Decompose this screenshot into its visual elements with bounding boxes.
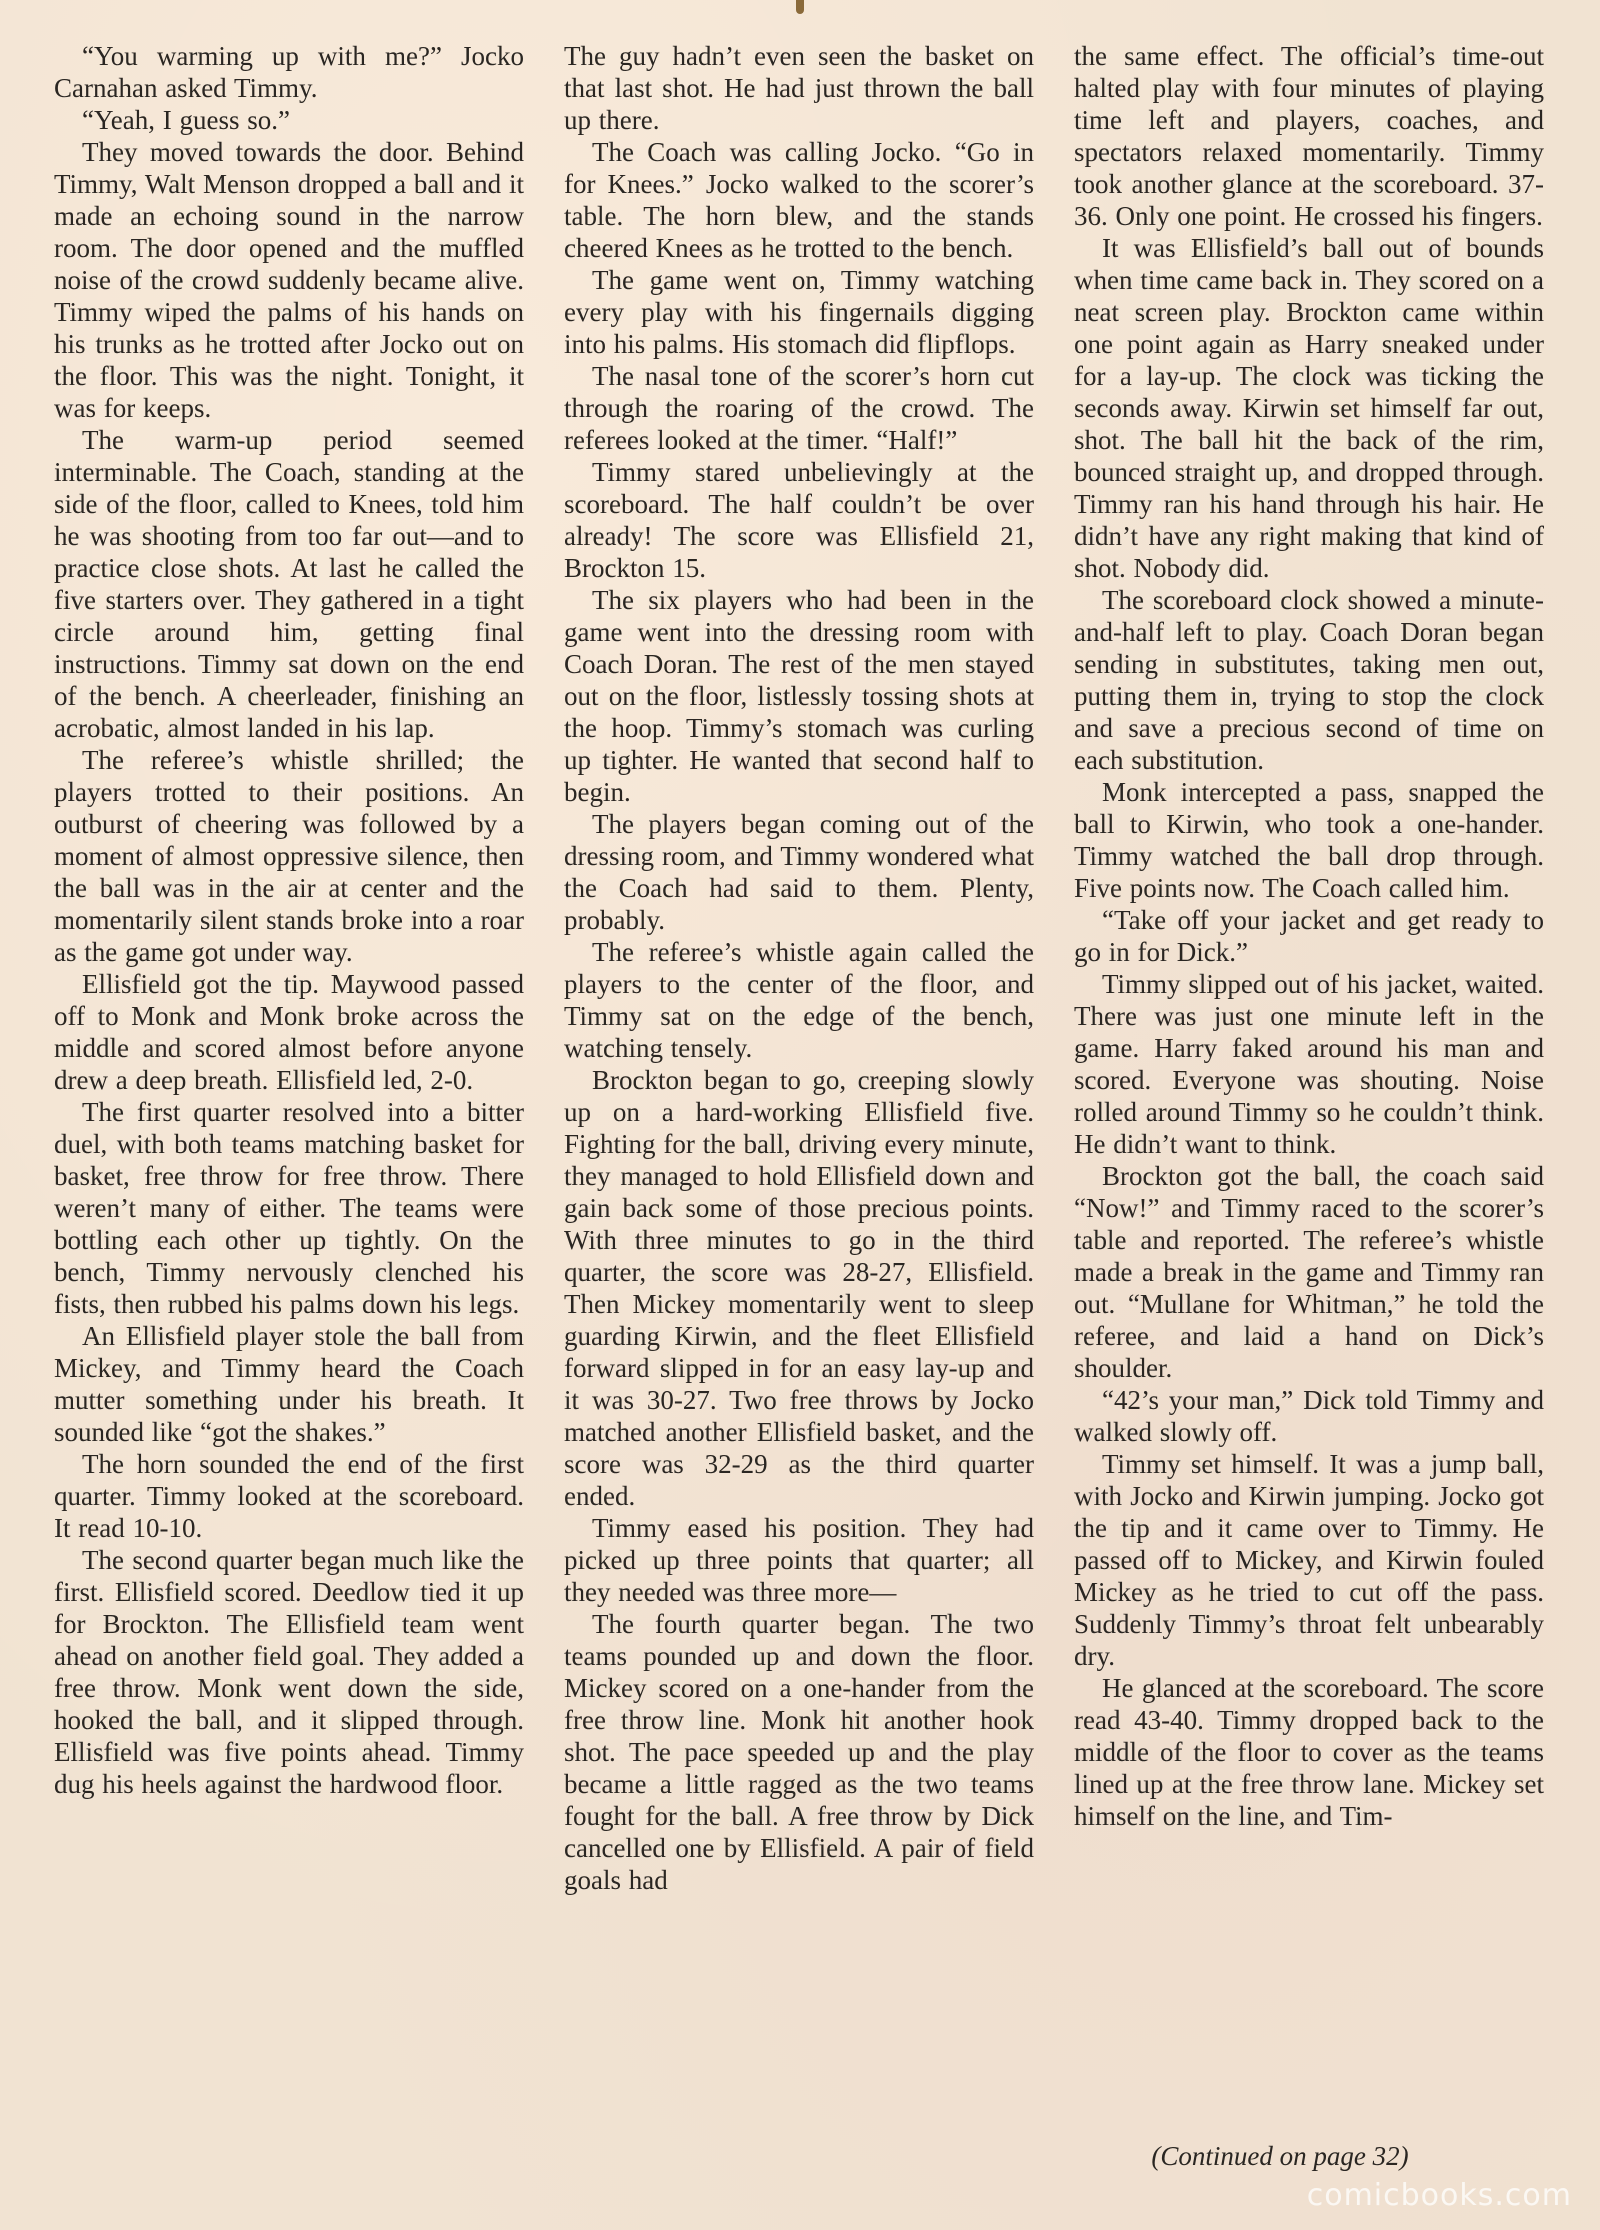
paragraph: The referee’s whistle shrilled; the players trotted to their positions. An outburst of cheering was followed by a moment of almost oppressive silence, then the ball was in the air at center and the momentarily silent stands broke into a roar as the game got under way. [54, 745, 524, 967]
paragraph: The nasal tone of the scorer’s horn cut through the roaring of the crowd. The referees looked at the timer. “Half!” [564, 361, 1034, 455]
paragraph: An Ellisfield player stole the ball from Mickey, and Timmy heard the Coach mutter something under his breath. It sounded like “got the shakes.” [54, 1321, 524, 1447]
paragraph: The scoreboard clock showed a minute-and-half left to play. Coach Doran began sending in substitutes, taking men out, putting them in, trying to stop the clock and save a precious second of time on each substitution. [1074, 585, 1544, 775]
paragraph: The warm-up period seemed interminable. The Coach, standing at the side of the floor, called to Knees, told him he was shooting from too far out—and to practice close shots. At last he called the five starters over. They gathered in a tight circle around him, getting final instructions. Timmy sat down on the end of the bench. A cheerleader, finishing an acrobatic, almost landed in his lap. [54, 425, 524, 743]
paragraph: The fourth quarter began. The two teams pounded up and down the floor. Mickey scored on a one-hander from the free throw line. Monk hit another hook shot. The pace speeded up and the play became a little ragged as the two teams fought for the ball. A free throw by Dick cancelled one by Ellisfield. A pair of field goals had [564, 1609, 1034, 1895]
paragraph: The players began coming out of the dressing room, and Timmy wondered what the Coach had said to them. Plenty, probably. [564, 809, 1034, 935]
paragraph: Timmy set himself. It was a jump ball, with Jocko and Kirwin jumping. Jocko got the tip and it came over to Timmy. He passed off to Mickey, and Kirwin fouled Mickey as he tried to cut off the pass. Suddenly Timmy’s throat felt unbearably dry. [1074, 1449, 1544, 1671]
watermark: comicbooks.com [1306, 2178, 1572, 2213]
paragraph: the same effect. The official’s time-out halted play with four minutes of playing time left and players, coaches, and spectators relaxed momentarily. Timmy took another glance at the scoreboard. 37-36. Only one point. He crossed his fingers. [1074, 41, 1544, 231]
paragraph: Timmy stared unbelievingly at the scoreboard. The half couldn’t be over already! The score was Ellisfield 21, Brockton 15. [564, 457, 1034, 583]
paragraph: The guy hadn’t even seen the basket on that last shot. He had just thrown the ball up there. [564, 41, 1034, 135]
paragraph: He glanced at the scoreboard. The score read 43-40. Timmy dropped back to the middle of the floor to cover as the teams lined up at the free throw lane. Mickey set himself on the line, and Tim- [1074, 1673, 1544, 1831]
paragraph: “You warming up with me?” Jocko Carnahan asked Timmy. [54, 41, 524, 103]
paragraph: The second quarter began much like the first. Ellisfield scored. Deedlow tied it up for Brockton. The Ellisfield team went ahead on another field goal. They added a free throw. Monk went down the side, hooked the ball, and it slipped through. Ellisfield was five points ahead. Timmy dug his heels against the hardwood floor. [54, 1545, 524, 1799]
paragraph: The horn sounded the end of the first quarter. Timmy looked at the scoreboard. It read 10-10. [54, 1449, 524, 1543]
paragraph: Timmy eased his position. They had picked up three points that quarter; all they needed was three more— [564, 1513, 1034, 1607]
paragraph: Brockton got the ball, the coach said “Now!” and Timmy raced to the scorer’s table and reported. The referee’s whistle made a break in the game and Timmy ran out. “Mullane for Whitman,” he told the referee, and laid a hand on Dick’s shoulder. [1074, 1161, 1544, 1383]
paragraph: The six players who had been in the game went into the dressing room with Coach Doran. The rest of the men stayed out on the floor, listlessly tossing shots at the hoop. Timmy’s stomach was curling up tighter. He wanted that second half to begin. [564, 585, 1034, 807]
paragraph: Ellisfield got the tip. Maywood passed off to Monk and Monk broke across the middle and scored almost before anyone drew a deep breath. Ellisfield led, 2-0. [54, 969, 524, 1095]
paragraph: Monk intercepted a pass, snapped the ball to Kirwin, who took a one-hander. Timmy watched the ball drop through. Five points now. The Coach called him. [1074, 777, 1544, 903]
continued-note [1060, 2140, 1500, 2172]
paragraph: The Coach was calling Jocko. “Go in for Knees.” Jocko walked to the scorer’s table. The horn blew, and the stands cheered Knees as he trotted to the bench. [564, 137, 1034, 263]
paragraph: The referee’s whistle again called the players to the center of the floor, and Timmy sat on the edge of the bench, watching tensely. [564, 937, 1034, 1063]
paragraph: It was Ellisfield’s ball out of bounds when time came back in. They scored on a neat screen play. Brockton came within one point again as Harry sneaked under for a lay-up. The clock was ticking the seconds away. Kirwin set himself far out, shot. The ball hit the back of the rim, bounced straight up, and dropped through. Timmy ran his hand through his hair. He didn’t have any right making that kind of shot. Nobody did. [1074, 233, 1544, 583]
paragraph: “42’s your man,” Dick told Timmy and walked slowly off. [1074, 1385, 1544, 1447]
column-1 [54, 40, 524, 2170]
paragraph: They moved towards the door. Behind Timmy, Walt Menson dropped a ball and it made an echoing sound in the narrow room. The door opened and the muffled noise of the crowd suddenly became alive. Timmy wiped the palms of his hands on his trunks as he trotted after Jocko out on the floor. This was the night. Tonight, it was for keeps. [54, 137, 524, 423]
staple-mark [796, 0, 804, 14]
paragraph: “Take off your jacket and get ready to go in for Dick.” [1074, 905, 1544, 967]
paragraph: The first quarter resolved into a bitter duel, with both teams matching basket for basket, free throw for free throw. There weren’t many of either. The teams were bottling each other up tightly. On the bench, Timmy nervously clenched his fists, then rubbed his palms down his legs. [54, 1097, 524, 1319]
continued-text: (Continued on page 32) [1151, 2141, 1409, 2171]
paragraph: Timmy slipped out of his jacket, waited. There was just one minute left in the game. Harry faked around his man and scored. Everyone was shouting. Noise rolled around Timmy so he couldn’t think. He didn’t want to think. [1074, 969, 1544, 1159]
paragraph: “Yeah, I guess so.” [82, 105, 290, 135]
column-3 [1074, 40, 1544, 2170]
paragraph: The game went on, Timmy watching every play with his fingernails digging into his palms. His stomach did flipflops. [564, 265, 1034, 359]
column-2 [564, 40, 1034, 2170]
article-columns [54, 40, 1544, 2170]
paragraph: Brockton began to go, creeping slowly up on a hard-working Ellisfield five. Fighting for the ball, driving every minute, they managed to hold Ellisfield down and gain back some of those precious points. With three minutes to go in the third quarter, the score was 28-27, Ellisfield. Then Mickey momentarily went to sleep guarding Kirwin, and the fleet Ellisfield forward slipped in for an easy lay-up and it was 30-27. Two free throws by Jocko matched another Ellisfield basket, and the score was 32-29 as the third quarter ended. [564, 1065, 1034, 1511]
